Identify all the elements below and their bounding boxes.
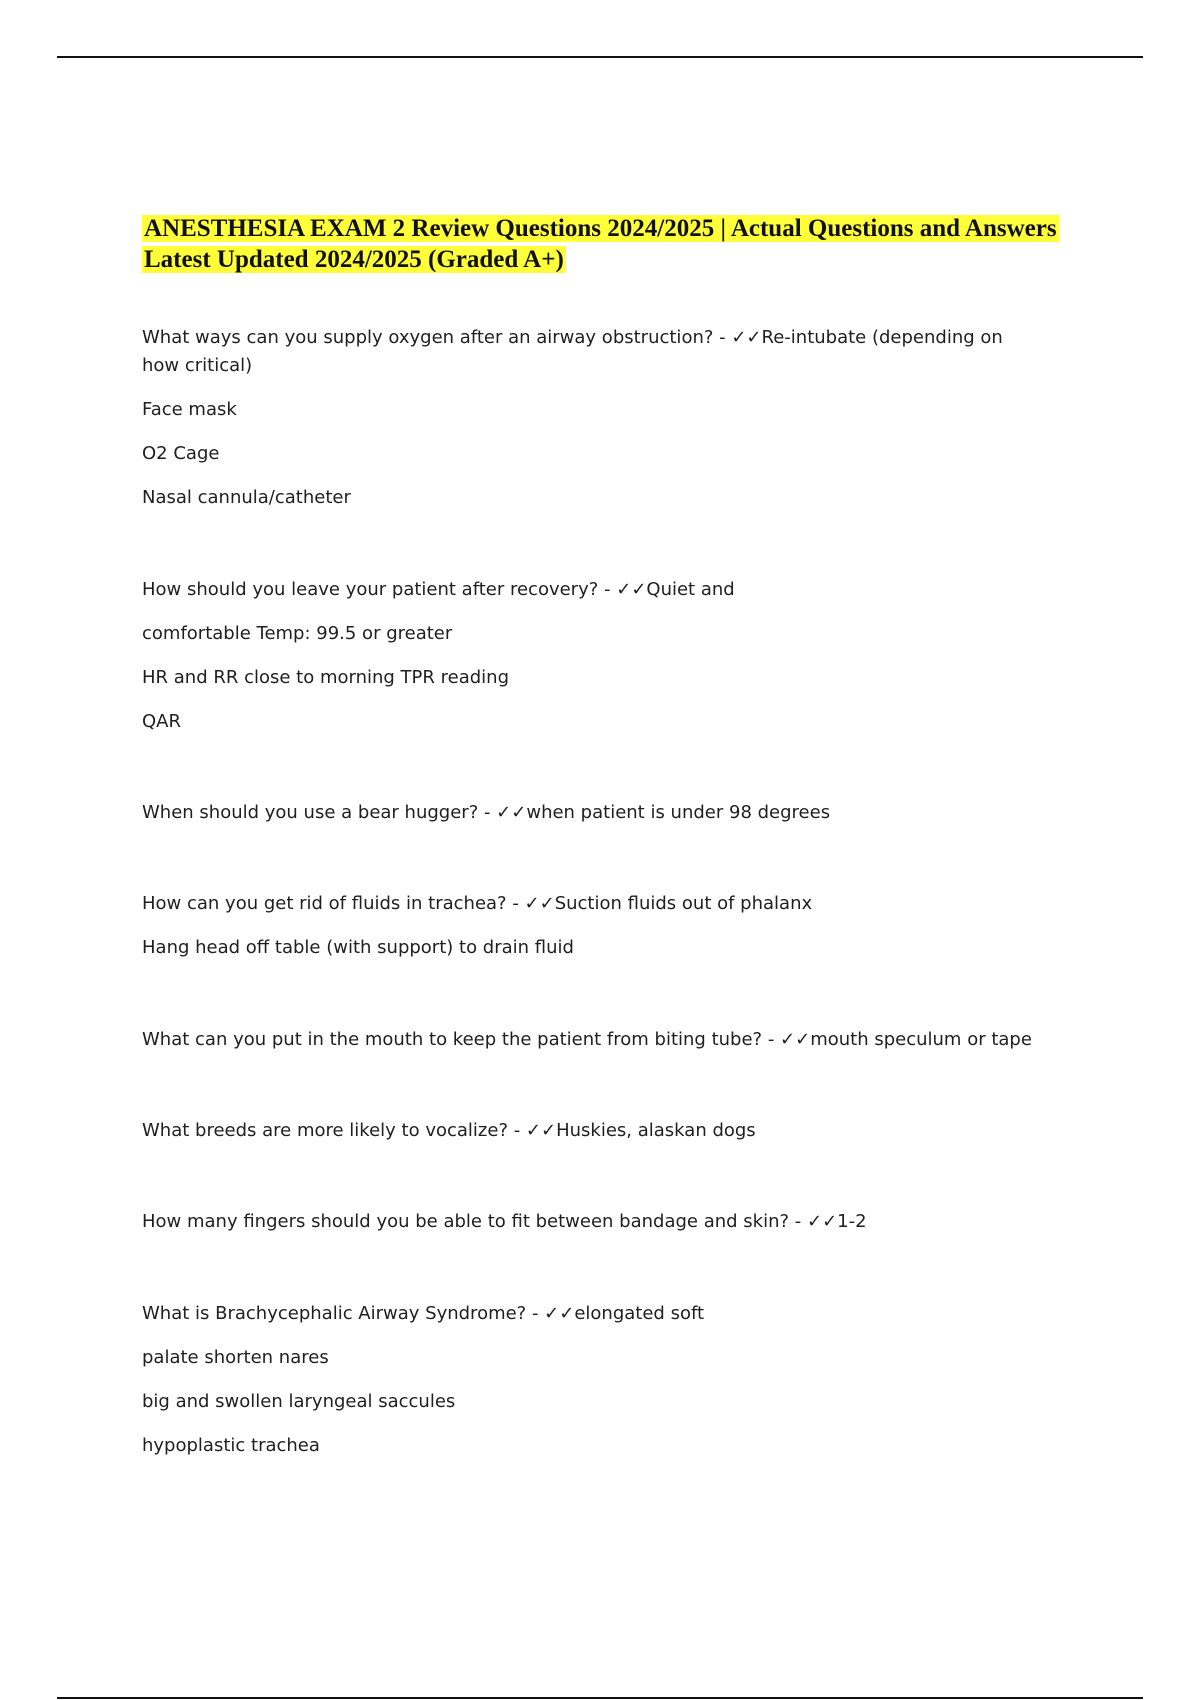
qa-line: big and swollen laryngeal saccules <box>142 1391 456 1412</box>
document-title <box>142 213 1062 275</box>
qa-line: How can you get rid of fluids in trachea? - ✓✓Suction fluids out of phalanx <box>142 893 813 914</box>
qa-line: What can you put in the mouth to keep the patient from biting tube? - ✓✓mouth speculum or tape <box>142 1029 1032 1050</box>
header-rule <box>57 56 1143 58</box>
qa-line: hypoplastic trachea <box>142 1435 320 1456</box>
title-highlight: ANESTHESIA EXAM 2 Review Questions 2024/2025 | Actual Questions and Answers Latest Updated 2024/2025 (Graded A+) <box>144 215 1057 273</box>
qa-line: QAR <box>142 711 181 732</box>
qa-line: Face mask <box>142 399 237 420</box>
qa-line: How many fingers should you be able to fit between bandage and skin? - ✓✓1-2 <box>142 1211 867 1232</box>
qa-line: O2 Cage <box>142 443 220 464</box>
qa-line: What is Brachycephalic Airway Syndrome? - ✓✓elongated soft <box>142 1303 705 1324</box>
qa-line: HR and RR close to morning TPR reading <box>142 667 510 688</box>
qa-line: how critical) <box>142 355 253 376</box>
qa-line: When should you use a bear hugger? - ✓✓when patient is under 98 degrees <box>142 802 831 823</box>
qa-line: Hang head off table (with support) to drain fluid <box>142 937 574 958</box>
qa-line: Nasal cannula/catheter <box>142 487 351 508</box>
qa-line: palate shorten nares <box>142 1347 329 1368</box>
qa-line: What ways can you supply oxygen after an airway obstruction? - ✓✓Re-intubate (depending on <box>142 327 1003 348</box>
qa-line: How should you leave your patient after recovery? - ✓✓Quiet and <box>142 579 735 600</box>
footer-rule <box>57 1697 1143 1699</box>
qa-line: What breeds are more likely to vocalize? - ✓✓Huskies, alaskan dogs <box>142 1120 756 1141</box>
qa-line: comfortable Temp: 99.5 or greater <box>142 623 453 644</box>
